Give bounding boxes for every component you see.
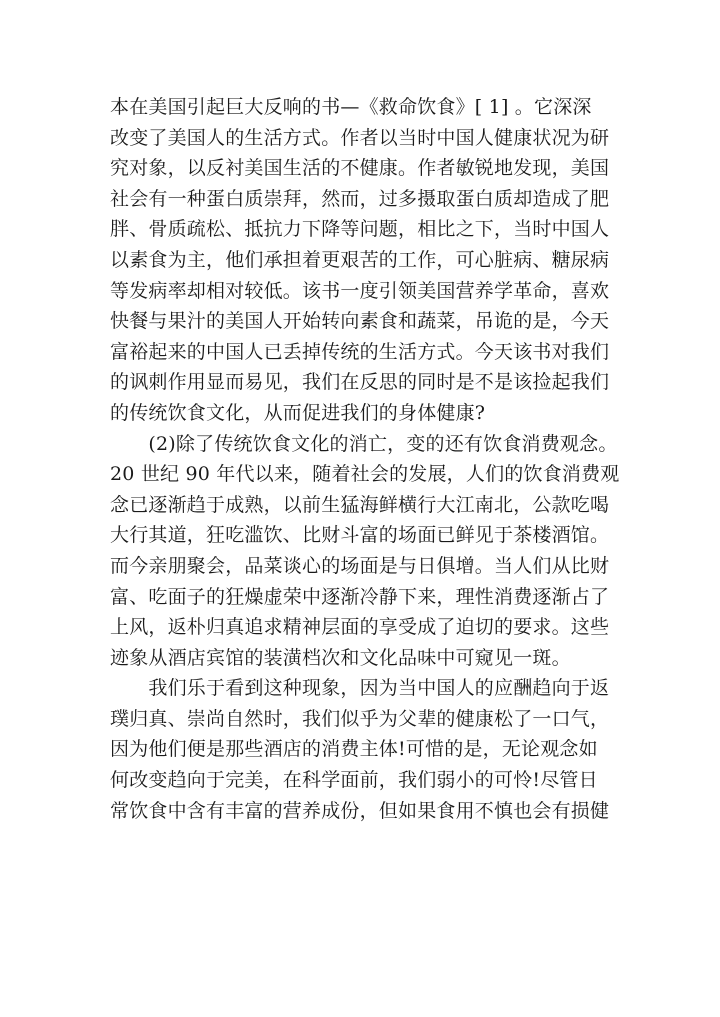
text-line: 大行其道，狂吃滥饮、比财斗富的场面已鲜见于茶楼酒馆。 xyxy=(110,524,610,547)
text-line: (2)除了传统饮食文化的消亡，变的还有饮食消费观念。 xyxy=(110,432,618,455)
text-line: 而今亲朋聚会，品菜谈心的场面是与日俱增。当人们从比财 xyxy=(110,554,610,577)
text-line: 20 世纪 90 年代以来，随着社会的发展，人们的饮食消费观 xyxy=(110,463,620,486)
text-line: 念已逐渐趋于成熟，以前生猛海鲜横行大江南北，公款吃喝 xyxy=(110,493,610,516)
body-text xyxy=(110,92,630,826)
text-line: 改变了美国人的生活方式。作者以当时中国人健康状况为研 xyxy=(110,126,610,149)
text-line: 的传统饮食文化，从而促进我们的身体健康? xyxy=(110,401,486,424)
text-line: 以素食为主，他们承担着更艰苦的工作，可心脏病、糖尿病 xyxy=(110,248,610,271)
text-line: 迹象从酒店宾馆的装潢档次和文化品味中可窥见一斑。 xyxy=(110,646,571,669)
text-line: 何改变趋向于完美，在科学面前，我们弱小的可怜!尽管日 xyxy=(110,769,598,792)
text-line: 等发病率却相对较低。该书一度引领美国营养学革命，喜欢 xyxy=(110,279,610,302)
text-line: 富裕起来的中国人已丢掉传统的生活方式。今天该书对我们 xyxy=(110,340,610,363)
text-line: 上风，返朴归真追求精神层面的享受成了迫切的要求。这些 xyxy=(110,616,610,639)
text-line: 富、吃面子的狂燥虚荣中逐渐冷静下来，理性消费逐渐占了 xyxy=(110,585,610,608)
text-line: 我们乐于看到这种现象，因为当中国人的应酬趋向于返 xyxy=(110,677,610,700)
text-line: 本在美国引起巨大反响的书—《救命饮食》[ 1] 。它深深 xyxy=(110,96,592,118)
text-line: 究对象，以反衬美国生活的不健康。作者敏锐地发现，美国 xyxy=(110,157,610,180)
text-line: 快餐与果汁的美国人开始转向素食和蔬菜，吊诡的是，今天 xyxy=(110,310,610,333)
text-line: 社会有一种蛋白质崇拜，然而，过多摄取蛋白质却造成了肥 xyxy=(110,187,610,210)
text-line: 常饮食中含有丰富的营养成份，但如果食用不慎也会有损健 xyxy=(110,799,610,822)
text-line: 因为他们便是那些酒店的消费主体!可惜的是，无论观念如 xyxy=(110,738,598,761)
text-line: 的讽刺作用显而易见，我们在反思的同时是不是该捡起我们 xyxy=(110,371,610,394)
text-line: 胖、骨质疏松、抵抗力下降等问题，相比之下，当时中国人 xyxy=(110,218,610,241)
text-line: 璞归真、崇尚自然时，我们似乎为父辈的健康松了一口气， xyxy=(110,707,610,730)
